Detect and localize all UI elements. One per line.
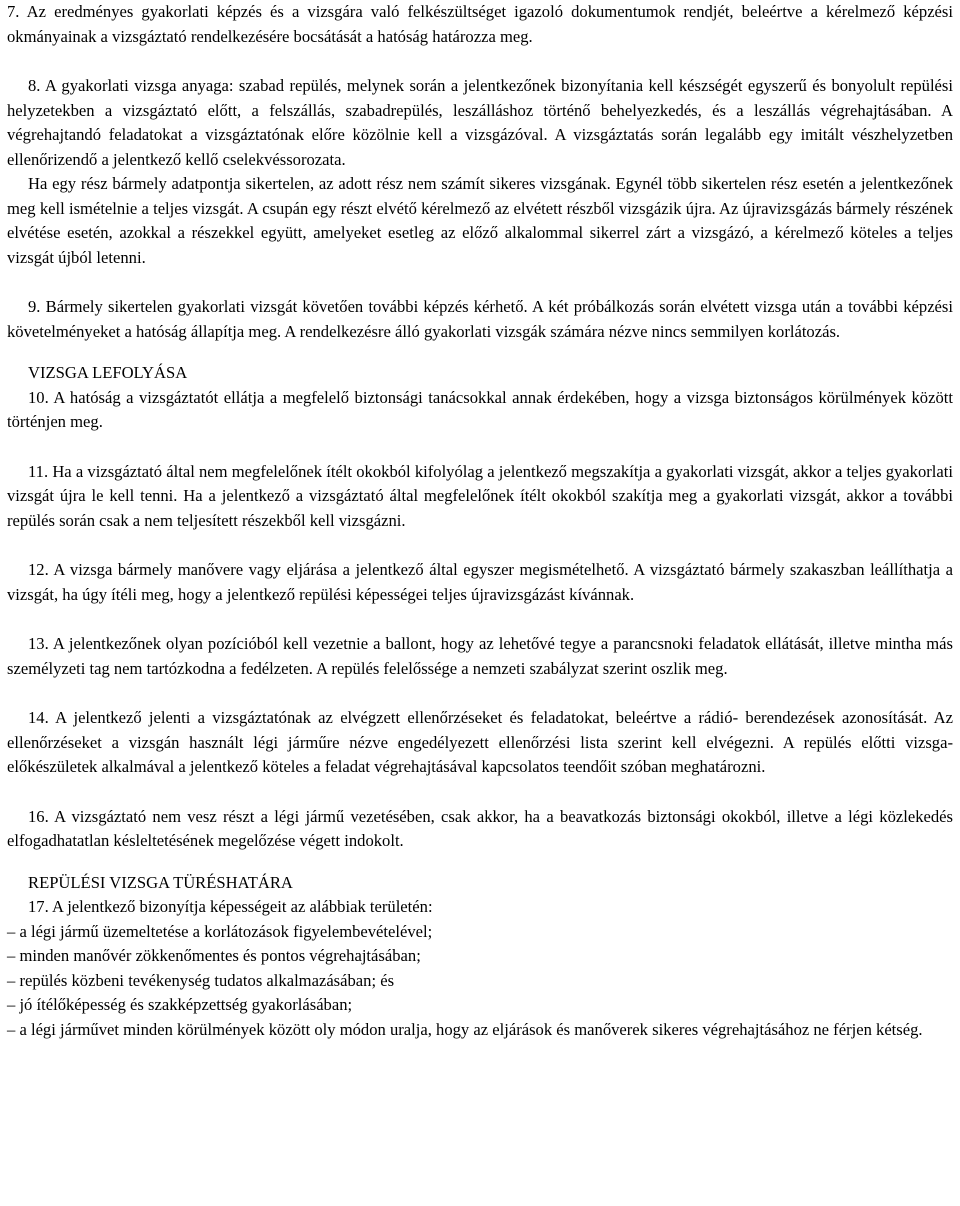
paragraph-9: 9. Bármely sikertelen gyakorlati vizsgát követően további képzés kérhető. A két próbálkozás során elvétett vizsga után a további képzési követelményeket a hatóság állapítja meg. A rendelkezésre álló gyakorlati vizsgák számára nézve nincs semmilyen korlátozás. bbox=[7, 297, 953, 341]
requirements-list bbox=[7, 920, 953, 1043]
paragraph-14: 14. A jelentkező jelenti a vizsgáztatónak az elvégzett ellenőrzéseket és feladatokat, beleértve a rádió- berendezések azonosítását. Az ellenőrzéseket a vizsgán használt légi járműre nézve engedélyezett ellenőrzési lista szerint kell elvégezni. A repülés előtti vizsga-előkészületek alkalmával a jelentkező köteles a feladat végrehajtásával kapcsolatos teendőit szóban meghatározni. bbox=[7, 708, 953, 776]
list-item: – a légi járművet minden körülmények között oly módon uralja, hogy az eljárások és manőverek sikeres végrehajtásához ne férjen kétség. bbox=[7, 1019, 923, 1039]
paragraph-8-continued: Ha egy rész bármely adatpontja sikertelen, az adott rész nem számít sikeres vizsgának. Egynél több sikertelen rész esetén a jelentkezőnek meg kell ismételnie a teljes vizsgát. A csupán egy részt elvétő kérelmező az elvétett részből vizsgázik újra. Az újravizsgázás bármely részének elvétése esetén, azokkal a részekkel együtt, amelyeket esetleg az előző alkalommal sikerrel zárt a vizsgázó, a kérelmező köteles a teljes vizsgát újból letenni. bbox=[7, 174, 953, 267]
paragraph-12: 12. A vizsga bármely manővere vagy eljárása a jelentkező által egyszer megismételhető. A vizsgáztató bármely szakaszban leállíthatja a vizsgát, ha úgy ítéli meg, hogy a jelentkező repülési képességei teljes újravizsgázást kívánnak. bbox=[7, 560, 953, 604]
paragraph-8: 8. A gyakorlati vizsga anyaga: szabad repülés, melynek során a jelentkezőnek bizonyítania kell készségét egyszerű és bonyolult repülési helyzetekben a vizsgáztató előtt, a felszállás, szabadrepülés, leszálláshoz történő behelyezkedés, és a leszállás végrehajtásában. A végrehajtandó feladatokat a vizsgáztatónak előre közölnie kell a vizsgázóval. A vizsgáztatás során legalább egy imitált vészhelyzetben ellenőrizendő a jelentkező kellő cselekvéssorozata. bbox=[7, 76, 953, 169]
list-item: – minden manővér zökkenőmentes és pontos végrehajtásában; bbox=[7, 946, 421, 965]
paragraph-13: 13. A jelentkezőnek olyan pozícióból kell vezetnie a ballont, hogy az lehetővé tegye a parancsnoki feladatok ellátását, illetve mintha más személyzeti tag nem tartózkodna a fedélzeten. A repülés felelőssége a nemzeti szabályzat szerint oszlik meg. bbox=[7, 634, 953, 678]
list-item: – a légi jármű üzemeltetése a korlátozások figyelembevételével; bbox=[7, 921, 433, 941]
section-heading-repulesi-vizsga-tureshatara: REPÜLÉSI VIZSGA TÜRÉSHATÁRA bbox=[28, 872, 293, 892]
paragraph-11: 11. Ha a vizsgáztató által nem megfelelőnek ítélt okokból kifolyólag a jelentkező megszakítja a gyakorlati vizsgát, akkor a teljes gyakorlati vizsgát újra le kell tenni. Ha a jelentkező a vizsgáztató által megfelelőnek ítélt okokból szakítja meg a gyakorlati vizsgát, akkor a további repülés során csak a nem teljesített részekből kell vizsgázni. bbox=[7, 461, 953, 530]
paragraph-7: 7. Az eredményes gyakorlati képzés és a vizsgára való felkészültséget igazoló dokumentumok rendjét, beleértve a kérelmező képzési okmányainak a vizsgáztató rendelkezésére bocsátását a hatóság határozza meg. bbox=[7, 2, 953, 46]
list-item: – repülés közbeni tevékenység tudatos alkalmazásában; és bbox=[7, 970, 395, 990]
paragraph-17: 17. A jelentkező bizonyítja képességeit az alábbiak területén: bbox=[28, 897, 433, 916]
section-heading-vizsga-lefolyasa: VIZSGA LEFOLYÁSA bbox=[28, 363, 188, 382]
paragraph-10: 10. A hatóság a vizsgáztatót ellátja a megfelelő biztonsági tanácsokkal annak érdekében, hogy a vizsga biztonságos körülmények között történjen meg. bbox=[7, 387, 953, 431]
paragraph-16: 16. A vizsgáztató nem vesz részt a légi jármű vezetésében, csak akkor, ha a beavatkozás biztonsági okokból, illetve a légi közlekedés elfogadhatatlan késleltetésének megelőzése végett indokolt. bbox=[7, 806, 953, 850]
list-item: – jó ítélőképesség és szakképzettség gyakorlásában; bbox=[7, 995, 353, 1014]
document-page bbox=[7, 0, 953, 1042]
